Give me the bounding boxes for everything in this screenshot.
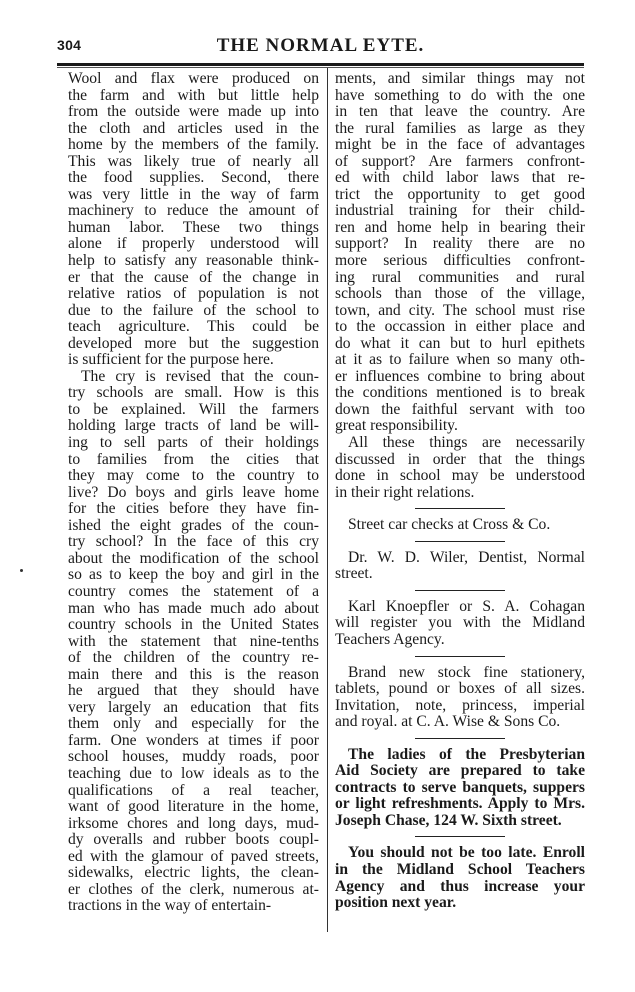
text-line: trict the opportunity to get good [335,185,585,203]
text-line: industrial training for their child- [335,202,585,220]
notice [335,517,585,534]
text-line: man who has made much ado about [68,599,319,617]
notice-line: will register you with the Midland [335,614,585,632]
text-line: about the modification of the school [68,549,319,567]
text-line: in ten that leave the country. Are [335,103,585,121]
text-line: support? In reality there are no [335,235,585,253]
header-rule-thick [57,63,584,66]
text-line: the conditions mentioned is to break [335,384,585,402]
left-column [68,71,319,915]
text-line: live? Do boys and girls leave home [68,483,319,501]
notice-line: street. [335,565,373,583]
text-line: ed with the glamour of paved streets, [68,847,319,865]
print-speck [20,569,23,572]
text-line: ing rural communities and rural [335,268,585,286]
text-line: relative ratios of population is not [68,285,319,303]
text-line: to the occassion in either place and [335,318,585,336]
text-line: down the faithful servant with too [335,400,585,418]
notice-line: Invitation, note, princess, imperial [335,696,585,714]
text-line: ments, and similar things may not [335,70,585,87]
notice-separator [415,738,505,739]
notice-line: position next year. [335,894,457,912]
text-line: help to satisfy any reasonable think- [68,252,319,270]
notice-separator [415,836,505,837]
notice [335,665,585,731]
header-rule-thin [57,67,584,68]
notice-separator [415,656,505,657]
text-line: try school? In the face of this cry [68,533,319,551]
text-line: the food supplies. Second, there [68,169,319,187]
text-line: human labor. These two things [68,218,319,236]
text-line: to be explained. Will the farmers [68,400,319,418]
text-line: irksome chores and long days, mud- [68,814,319,832]
text-line: school houses, muddy roads, poor [68,748,319,766]
text-line: This was likely true of nearly all [68,152,319,170]
column-divider [327,68,328,932]
text-line: er that the cause of the change in [68,268,319,286]
text-line: farm. One wonders at times if poor [68,731,319,749]
text-line: he argued that they should have [68,682,319,700]
text-line: in their right relations. [335,483,475,501]
text-line: main there and this is the reason [68,665,319,683]
notice-line: or light refreshments. Apply to Mrs. [335,795,585,813]
text-line: might be in the face of advantages [335,136,585,154]
notice-line: Brand new stock fine stationery, [348,663,585,681]
text-line: want of good literature in the home, [68,798,319,816]
notice-line: Agency and thus increase your [335,877,585,895]
text-line: The cry is revised that the coun- [81,367,319,385]
notice-line: and royal. at C. A. Wise & Sons Co. [335,713,561,731]
text-line: country schools in the United States [68,616,319,634]
text-line: do what it can but to hurl epithets [335,334,585,352]
text-line: er influences combine to bring about [335,367,585,385]
notice-line: in the Midland School Teachers [335,860,585,878]
paragraph [335,435,585,501]
notice-line: tablets, pound or boxes of all sizes. [335,680,585,698]
notice-separator [415,508,505,509]
paragraph [68,71,319,369]
text-line: home by the members of the family. [68,136,319,154]
page-number: 304 [57,37,82,53]
notice-line: Aid Society are prepared to take [335,762,585,780]
text-line: ished the eight grades of the coun- [68,516,319,534]
text-line: of the children of the country re- [68,649,319,667]
text-line: ing to sell parts of their holdings [68,434,319,452]
text-line: to families from the cities that [68,450,319,468]
notice [335,747,585,830]
notice-line: Street car checks at Cross & Co. [348,516,551,534]
text-line: is sufficient for the purpose here. [68,351,274,369]
text-line: more serious difficulties confront- [335,252,585,270]
text-line: sidewalks, electric lights, the clean- [68,864,319,882]
text-line: done in school may be understood [335,467,585,485]
notice [335,550,585,583]
text-line: due to the failure of the school to [68,301,319,319]
text-line: the farm and with but little help [68,86,319,104]
text-line: the cloth and articles used in the [68,119,319,137]
text-line: discussed in order that the things [335,450,585,468]
notice-line: The ladies of the Presbyterian [348,745,585,763]
text-line: very largely an education that fits [68,698,319,716]
text-line: at it as to failure when so many oth- [335,351,585,369]
text-line: qualifications of a real teacher, [68,781,319,799]
notice [335,845,585,911]
paragraph [335,71,585,435]
text-line: Wool and flax were produced on [68,70,319,87]
text-line: country comes the statement of a [68,582,319,600]
text-line: town, and city. The school must rise [335,301,585,319]
text-line: alone if properly understood will [68,235,319,253]
notice-line: Joseph Chase, 124 W. Sixth street. [335,811,562,829]
paragraph [68,369,319,915]
text-line: teaching due to low ideals as to the [68,764,319,782]
notice-line: contracts to serve banquets, suppers [335,778,585,796]
text-line: with the statement that nine-tenths [68,632,319,650]
text-line: was very little in the way of farm [68,185,319,203]
text-line: have something to do with the one [335,86,585,104]
text-line: ed with child labor laws that re- [335,169,585,187]
text-line: great responsibility. [335,417,458,435]
text-line: ren and home help in bearing their [335,218,585,236]
text-line: try schools are small. How is this [68,384,319,402]
text-line: schools than those of the village, [335,285,585,303]
right-column [335,71,585,912]
text-line: so as to keep the boy and girl in the [68,566,319,584]
notice-line: Dr. W. D. Wiler, Dentist, Normal [348,548,585,566]
text-line: teach agriculture. This could be [68,318,319,336]
text-line: developed more but the suggestion [68,334,319,352]
text-line: from the outside were made up into [68,103,319,121]
notice-line: You should not be too late. Enroll [348,844,585,862]
notice-line: Karl Knoepfler or S. A. Cohagan [348,597,585,615]
text-line: dy overalls and rubber boots coupl- [68,831,319,849]
text-line: they may come to the country to [68,467,319,485]
notice-separator [415,541,505,542]
text-line: them only and especially for the [68,715,319,733]
text-line: tractions in the way of entertain- [68,897,272,915]
masthead-title: THE NORMAL EYTE. [216,35,425,56]
text-line: holding large tracts of land be will- [68,417,319,435]
text-line: er clothes of the clerk, numerous at- [68,880,319,898]
text-line: for the cities before they have fin- [68,500,319,518]
notice [335,599,585,649]
text-line: machinery to reduce the amount of [68,202,319,220]
notice-separator [415,590,505,591]
text-line: All these things are necessarily [348,434,585,452]
text-line: of support? Are farmers confront- [335,152,585,170]
text-line: the rural families as large as they [335,119,585,137]
notice-line: Teachers Agency. [335,630,445,648]
